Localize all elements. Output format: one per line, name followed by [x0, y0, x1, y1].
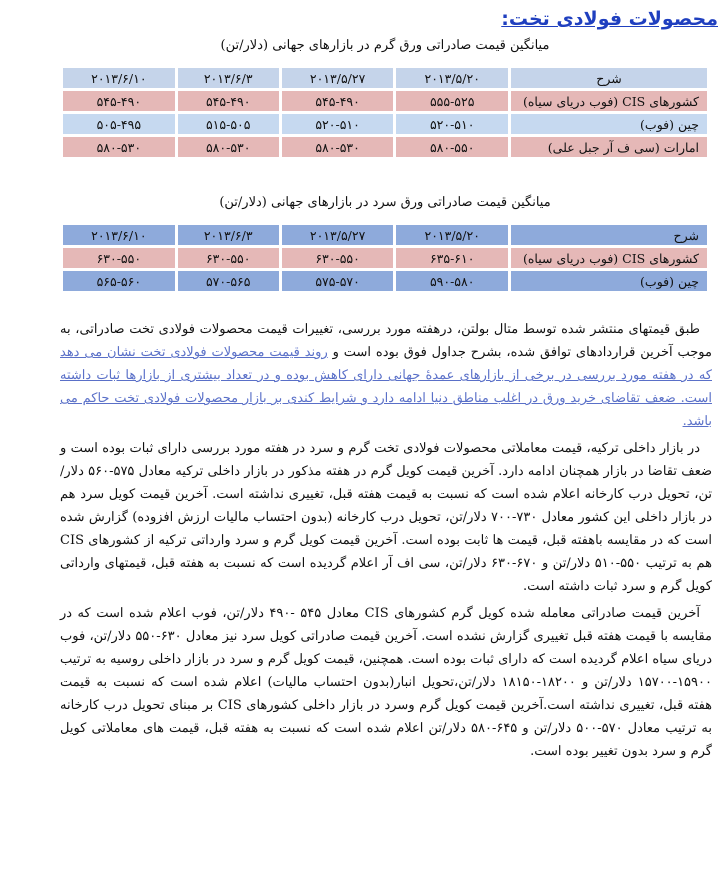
- price-cell: ۵۴۵-۴۹۰: [178, 91, 279, 111]
- table2-header-cell: ۲۰۱۳/۵/۲۷: [282, 225, 394, 245]
- table1-header-cell: شرح: [511, 68, 707, 88]
- table1-header-cell: ۲۰۱۳/۶/۳: [178, 68, 279, 88]
- price-cell: ۵۸۰-۵۳۰: [282, 137, 394, 157]
- table-row: [63, 271, 707, 291]
- table1-header-cell: ۲۰۱۳/۵/۲۷: [282, 68, 394, 88]
- price-cell: ۵۵۵-۵۲۵: [396, 91, 508, 111]
- price-cell: ۵۴۵-۴۹۰: [63, 91, 175, 111]
- paragraph-3: آخرین قیمت صادراتی معامله شده کویل گرم کشورهای CIS معادل ۵۴۵ -۴۹۰ دلار/تن، فوب اعلام شده است که در مقایسه با قیمت هفته قبل تغییری گزارش نشده است. آخرین قیمت صادراتی کویل سرد نیز معادل ۶۳۰-۵۵۰ دلار/تن، فوب دریای سیاه اعلام گردیده است که دارای ثبات بوده است. همچنین، قیمت کویل گرم و سرد در بازار داخلی روسیه به ترتیب ۱۵۹۰۰-۱۵۷۰۰ دلار/تن و ۱۸۲۰۰-۱۸۱۵۰ دلار/تن،تحویل انبار(بدون احتساب مالیات) اعلام شده است که نسبت به قیمت هفته قبل، تغییری نداشته است.آخرین قیمت کویل گرم وسرد در بازار داخلی کشورهای CIS بر مبنای تحویل درب کارخانه به ترتیب معادل ۵۷۰-۵۰۰ دلار/تن و ۶۴۵-۵۸۰ دلار/تن اعلام شده است که نسبت به هفته قبل، قیمت های معاملاتی کویل گرم و سرد بدون تغییر بوده است.: [60, 606, 713, 759]
- price-cell: ۵۹۰-۵۸۰: [396, 271, 508, 291]
- paragraph-2: در بازار داخلی ترکیه، قیمت معاملاتی محصولات فولادی تخت گرم و سرد در هفته مورد بررسی دارای ثبات بوده است و ضعف تقاضا در بازار همچنان ادامه دارد. آخرین قیمت کویل گرم در هفته مذکور در بازار داخلی ترکیه معادل ۵۷۵-۵۶۰ دلار/تن، تحویل درب کارخانه اعلام شده است که نسبت به قیمت هفته قبل، تغییری نداشته است. آخرین قیمت کویل سرد هم در بازار داخلی این کشور معادل ۷۳۰-۷۰۰ دلار/تن، تحویل درب کارخانه (بدون احتساب مالیات ارزش افزوده) گزارش شده است که در مقایسه باهفته قبل، قیمت ها ثابت بوده است. آخرین قیمت کویل گرم و سرد وارداتی ترکیه از کشورهای CIS هم به ترتیب ۵۵۰-۵۱۰ دلار/تن و ۶۷۰-۶۳۰ دلار/تن، سی اف آر اعلام گردیده است که نسبت به هفته قبل، قیمتهای وارداتی کویل گرم و سرد ثبات داشته است.: [60, 441, 712, 594]
- table1-header-row: [63, 68, 707, 88]
- highlighted-summary: روند قیمت محصولات فولادی تخت نشان می دهد که در هفته مورد بررسی در برخی از بازارهای عمدۀ جهانی دارای کاهش بوده و در تعداد بیشتری از بازارها ثبات داشته است. ضعف تقاضای خرید ورق در اغلب مناطق دنیا ادامه دارد و شرایط کندی بر بازار محصولات فولادی تخت حاکم می باشد.: [60, 345, 712, 429]
- price-cell: ۵۴۵-۴۹۰: [282, 91, 394, 111]
- table1-header-cell: ۲۰۱۳/۵/۲۰: [396, 68, 508, 88]
- table-row: [63, 114, 707, 134]
- table2-header-cell: ۲۰۱۳/۶/۱۰: [63, 225, 175, 245]
- table1-caption: میانگین قیمت صادراتی ورق گرم در بازارهای جهانی (دلار/تن): [220, 38, 550, 53]
- table-row: [63, 248, 707, 268]
- section-heading: محصولات فولادی تخت:: [501, 8, 718, 30]
- price-cell: ۵۷۰-۵۶۵: [178, 271, 279, 291]
- price-cell: ۶۳۰-۵۵۰: [63, 248, 175, 268]
- cold-coil-price-table: [60, 222, 710, 294]
- price-cell: ۵۰۵-۴۹۵: [63, 114, 175, 134]
- price-cell: ۵۸۰-۵۳۰: [63, 137, 175, 157]
- table1-header-cell: ۲۰۱۳/۶/۱۰: [63, 68, 175, 88]
- paragraph-1-text: طبق قیمتهای منتشر شده توسط متال بولتن، درهفته مورد بررسی، تغییرات قیمت محصولات فولادی تخت صادراتی، به موجب آخرین قراردادهای توافق شده، بشرح جداول فوق بوده است و: [60, 322, 712, 360]
- price-cell: ۶۳۰-۵۵۰: [282, 248, 394, 268]
- price-cell: ۵۸۰-۵۳۰: [178, 137, 279, 157]
- price-cell: ۵۷۵-۵۷۰: [282, 271, 394, 291]
- table2-header-row: [63, 225, 707, 245]
- table2-header-cell: ۲۰۱۳/۵/۲۰: [396, 225, 508, 245]
- table2-caption: میانگین قیمت صادراتی ورق سرد در بازارهای جهانی (دلار/تن): [219, 195, 551, 210]
- price-cell: ۵۱۵-۵۰۵: [178, 114, 279, 134]
- article-body: [60, 318, 712, 767]
- table2-header-cell: ۲۰۱۳/۶/۳: [178, 225, 279, 245]
- price-cell: ۵۶۵-۵۶۰: [63, 271, 175, 291]
- price-cell: ۵۲۰-۵۱۰: [282, 114, 394, 134]
- row-label: کشورهای CIS (فوب دریای سیاه): [511, 91, 707, 111]
- table2-header-cell: شرح: [511, 225, 707, 245]
- row-label: امارات (سی ف آر جبل علی): [511, 137, 707, 157]
- price-cell: ۶۳۰-۵۵۰: [178, 248, 279, 268]
- price-cell: ۶۳۵-۶۱۰: [396, 248, 508, 268]
- row-label: چین (فوب): [511, 271, 707, 291]
- price-cell: ۵۸۰-۵۵۰: [396, 137, 508, 157]
- table-row: [63, 137, 707, 157]
- table-row: [63, 91, 707, 111]
- price-cell: ۵۲۰-۵۱۰: [396, 114, 508, 134]
- hot-coil-price-table: [60, 65, 710, 160]
- row-label: چین (فوب): [511, 114, 707, 134]
- paragraph-1: [60, 318, 712, 433]
- row-label: کشورهای CIS (فوب دریای سیاه): [511, 248, 707, 268]
